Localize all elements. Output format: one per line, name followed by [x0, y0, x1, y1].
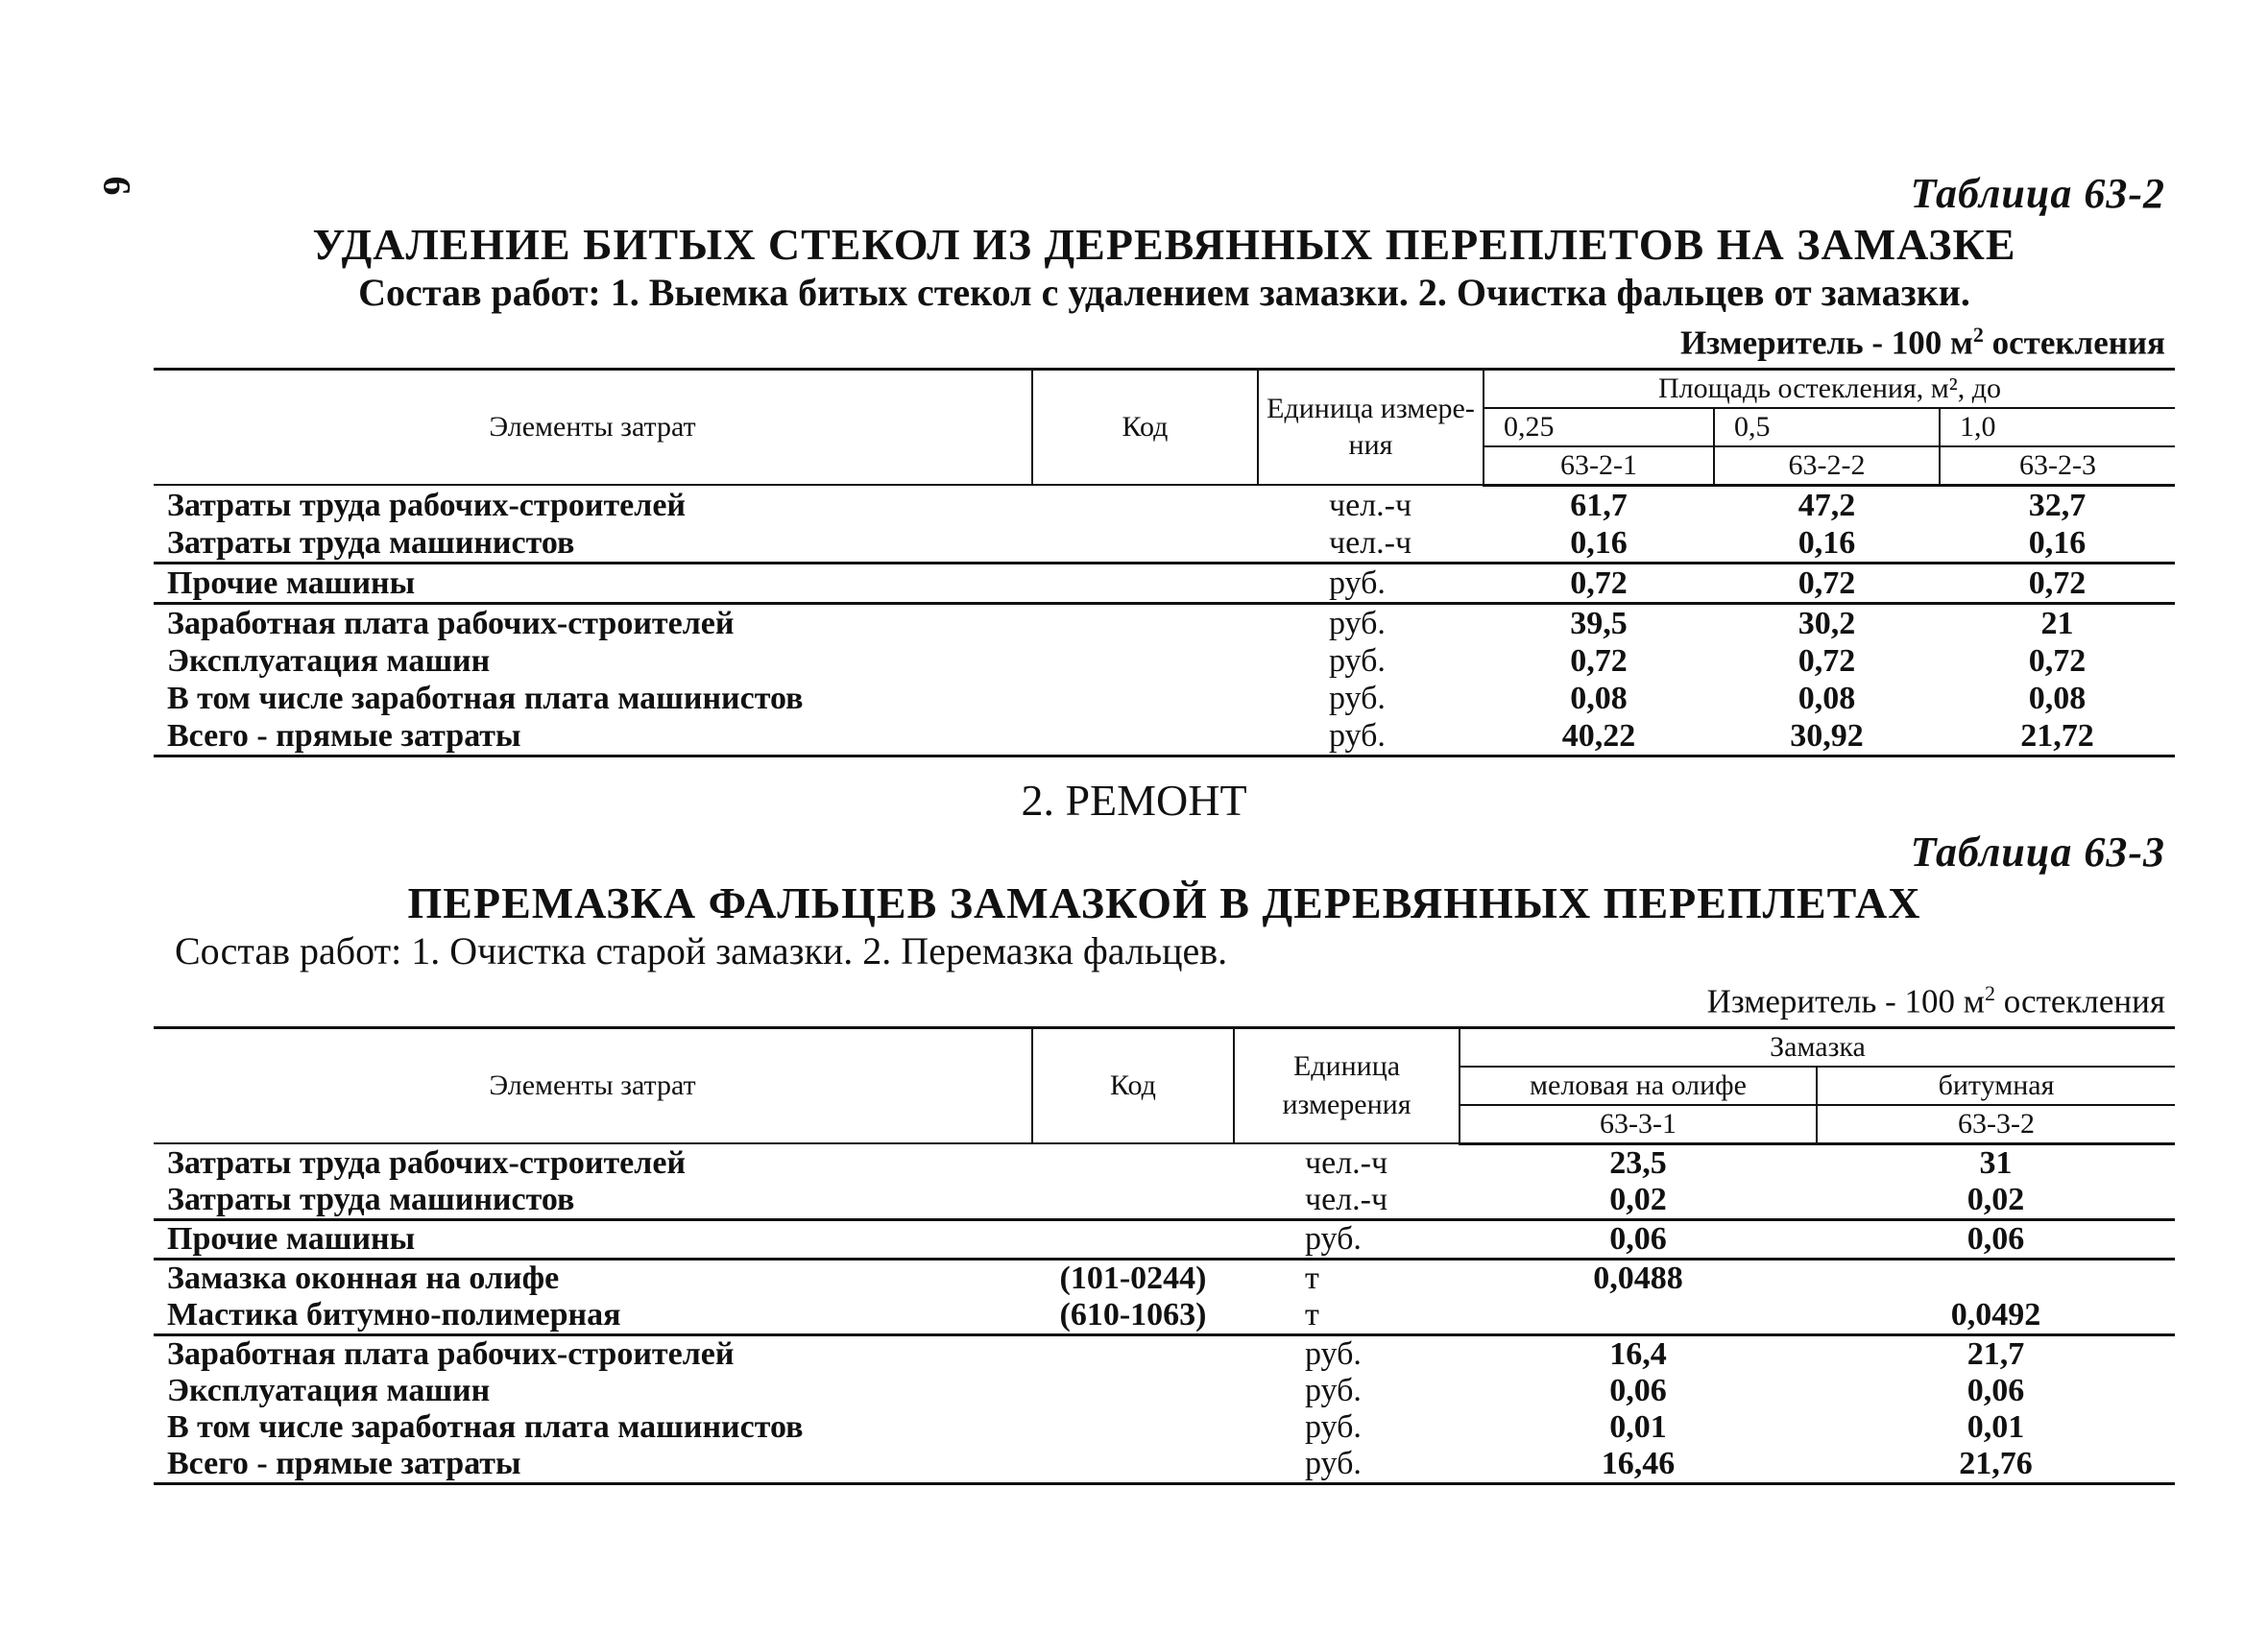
row-value — [1817, 1259, 2175, 1297]
row-code — [1032, 642, 1258, 680]
row-value: 30,92 — [1714, 717, 1940, 756]
row-name: Всего - прямые затраты — [154, 1446, 1032, 1484]
table-row — [154, 717, 2175, 756]
row-code — [1032, 1182, 1234, 1220]
header-code: Код — [1032, 1027, 1234, 1143]
header-code: Код — [1032, 369, 1258, 485]
row-name: Прочие машины — [154, 1219, 1032, 1259]
table-ref: Таблица 63-2 — [1910, 170, 2165, 217]
row-name: Прочие машины — [154, 563, 1032, 603]
row-unit: руб. — [1258, 717, 1484, 756]
row-value: 0,08 — [1570, 680, 1628, 716]
row-value: 47,2 — [1798, 487, 1856, 523]
row-value: 0,72 — [1570, 642, 1628, 679]
page-number: 6 — [95, 176, 139, 196]
row-unit: т — [1234, 1297, 1460, 1335]
measure-unit — [154, 315, 2175, 364]
row-value: 0,06 — [1817, 1219, 2175, 1259]
row-name: Эксплуатация машин — [167, 1372, 491, 1408]
table-row — [154, 1409, 2175, 1446]
row-name: В том числе заработная плата машинистов — [167, 1408, 804, 1445]
table-row — [154, 485, 2175, 524]
row-value: 0,72 — [1484, 563, 1714, 603]
row-value: 0,01 — [1966, 1408, 2025, 1445]
row-value: 0,06 — [1609, 1372, 1667, 1408]
header-area-group: Площадь остекления, м², до — [1484, 369, 2175, 408]
header-code-2: 63-2-2 — [1714, 446, 1940, 486]
row-value: 0,0488 — [1593, 1260, 1683, 1296]
row-code — [1032, 1143, 1234, 1182]
row-name: Затраты труда рабочих-строителей — [167, 1144, 687, 1181]
row-code: (610-1063) — [1032, 1297, 1234, 1335]
row-value: 30,2 — [1798, 605, 1856, 641]
measure-suffix: остекления — [1994, 982, 2165, 1021]
row-value: 32,7 — [2028, 487, 2087, 523]
row-value: 0,16 — [1940, 524, 2175, 564]
cost-table — [154, 368, 2175, 757]
table-row — [154, 1297, 2175, 1335]
row-value: 39,5 — [1570, 605, 1628, 641]
header-elements: Элементы затрат — [154, 369, 1032, 485]
row-name: Заработная плата рабочих-строителей — [167, 1335, 735, 1372]
row-name: Эксплуатация машин — [167, 642, 491, 679]
row-unit: руб. — [1329, 605, 1386, 641]
row-unit: чел.-ч — [1258, 524, 1484, 564]
table-row — [154, 563, 2175, 603]
row-unit: руб. — [1329, 680, 1386, 716]
row-value: 21,76 — [1817, 1446, 2175, 1484]
row-code — [1032, 1373, 1234, 1409]
table-title: ПЕРЕМАЗКА ФАЛЬЦЕВ ЗАМАЗКОЙ В ДЕРЕВЯННЫХ ПЕРЕПЛЕТАХ — [407, 878, 1921, 927]
header-area-1: 0,25 — [1484, 408, 1714, 446]
header-code-2: 63-3-2 — [1817, 1105, 2175, 1144]
row-value: 16,4 — [1609, 1335, 1667, 1372]
row-value: 0,72 — [1798, 642, 1856, 679]
row-value: 0,16 — [1714, 524, 1940, 564]
section-table-63-3 — [154, 828, 2175, 1485]
row-value: 0,0492 — [1817, 1297, 2175, 1335]
row-unit: руб. — [1305, 1408, 1362, 1445]
row-value: 0,02 — [1817, 1182, 2175, 1220]
section-table-63-2 — [154, 169, 2175, 757]
table-row — [154, 1182, 2175, 1220]
row-unit: руб. — [1305, 1372, 1362, 1408]
header-elements: Элементы затрат — [154, 1027, 1032, 1143]
row-unit: чел.-ч — [1329, 487, 1412, 523]
header-code-1: 63-3-1 — [1460, 1105, 1817, 1144]
work-composition: Состав работ: 1. Очистка старой замазки. 2. Перемазка фальцев. — [175, 929, 1228, 973]
row-value: 0,06 — [1460, 1219, 1817, 1259]
row-name: Заработная плата рабочих-строителей — [167, 605, 735, 641]
row-unit: руб. — [1329, 642, 1386, 679]
table-row — [154, 680, 2175, 717]
section-heading: 2. РЕМОНТ — [1021, 776, 1247, 825]
row-value: 0,72 — [1714, 563, 1940, 603]
row-unit: руб. — [1234, 1219, 1460, 1259]
row-code — [1032, 524, 1258, 564]
work-composition: Состав работ: 1. Выемка битых стекол с удалением замазки. 2. Очистка фальцев от замазки. — [358, 271, 1970, 314]
row-name: Затраты труда машинистов — [154, 524, 1032, 564]
row-value: 0,72 — [2028, 642, 2087, 679]
row-code — [1032, 1219, 1234, 1259]
row-name: Мастика битумно-полимерная — [154, 1297, 1032, 1335]
header-type-1: меловая на олифе — [1460, 1067, 1817, 1105]
row-value: 61,7 — [1570, 487, 1628, 523]
row-code — [1032, 1409, 1234, 1446]
row-value: 0,06 — [1966, 1372, 2025, 1408]
cost-table — [154, 1026, 2175, 1485]
row-code: (101-0244) — [1059, 1260, 1207, 1296]
table-title: УДАЛЕНИЕ БИТЫХ СТЕКОЛ ИЗ ДЕРЕВЯННЫХ ПЕРЕПЛЕТОВ НА ЗАМАЗКЕ — [312, 220, 2016, 269]
row-code — [1032, 717, 1258, 756]
measure-prefix: Измеритель - 100 м — [1706, 982, 1985, 1021]
row-value: 0,16 — [1484, 524, 1714, 564]
header-area-2: 0,5 — [1714, 408, 1940, 446]
row-code — [1032, 563, 1258, 603]
row-value — [1460, 1297, 1817, 1335]
table-row — [154, 1219, 2175, 1259]
header-area-3: 1,0 — [1940, 408, 2175, 446]
row-value: 21,7 — [1966, 1335, 2025, 1372]
table-row — [154, 1446, 2175, 1484]
header-type-2: битумная — [1817, 1067, 2175, 1105]
table-row — [154, 642, 2175, 680]
table-row — [154, 1143, 2175, 1182]
header-unit: Единица измерения — [1234, 1027, 1460, 1143]
row-value: 0,72 — [1940, 563, 2175, 603]
measure-sup: 2 — [1984, 981, 1995, 1005]
header-putty-group: Замазка — [1460, 1027, 2175, 1067]
row-unit: руб. — [1234, 1446, 1460, 1484]
table-row — [154, 1259, 2175, 1297]
measure-prefix: Измеритель - 100 м — [1679, 324, 1973, 362]
row-unit: т — [1305, 1260, 1319, 1296]
row-value: 0,08 — [1798, 680, 1856, 716]
row-value: 40,22 — [1484, 717, 1714, 756]
measure-sup: 2 — [1972, 323, 1984, 347]
table-row — [154, 1373, 2175, 1409]
row-value: 16,46 — [1460, 1446, 1817, 1484]
measure-suffix: остекления — [1983, 324, 2165, 362]
row-unit: чел.-ч — [1305, 1144, 1388, 1181]
row-name: Затраты труда рабочих-строителей — [167, 487, 687, 523]
row-unit: руб. — [1258, 563, 1484, 603]
row-code — [1032, 680, 1258, 717]
row-code — [1032, 485, 1258, 524]
table-row — [154, 603, 2175, 642]
row-value: 21 — [2040, 605, 2074, 641]
row-value: 21,72 — [1940, 717, 2175, 756]
header-unit: Единица измере-ния — [1258, 369, 1484, 485]
row-unit: чел.-ч — [1234, 1182, 1460, 1220]
row-value: 0,08 — [2028, 680, 2087, 716]
row-code — [1032, 1334, 1234, 1373]
row-value: 23,5 — [1609, 1144, 1667, 1181]
row-name: Затраты труда машинистов — [154, 1182, 1032, 1220]
row-name: Всего - прямые затраты — [154, 717, 1032, 756]
row-code — [1032, 603, 1258, 642]
table-ref: Таблица 63-3 — [1910, 829, 2165, 876]
row-code — [1032, 1446, 1234, 1484]
header-code-3: 63-2-3 — [1940, 446, 2175, 486]
table-row — [154, 1334, 2175, 1373]
measure-unit — [154, 973, 2175, 1022]
row-value: 0,02 — [1460, 1182, 1817, 1220]
row-value: 0,01 — [1609, 1408, 1667, 1445]
row-unit: руб. — [1305, 1335, 1362, 1372]
row-value: 31 — [1979, 1144, 2013, 1181]
row-name: Замазка оконная на олифе — [167, 1260, 560, 1296]
row-name: В том числе заработная плата машинистов — [167, 680, 804, 716]
header-code-1: 63-2-1 — [1484, 446, 1714, 486]
table-row — [154, 524, 2175, 564]
